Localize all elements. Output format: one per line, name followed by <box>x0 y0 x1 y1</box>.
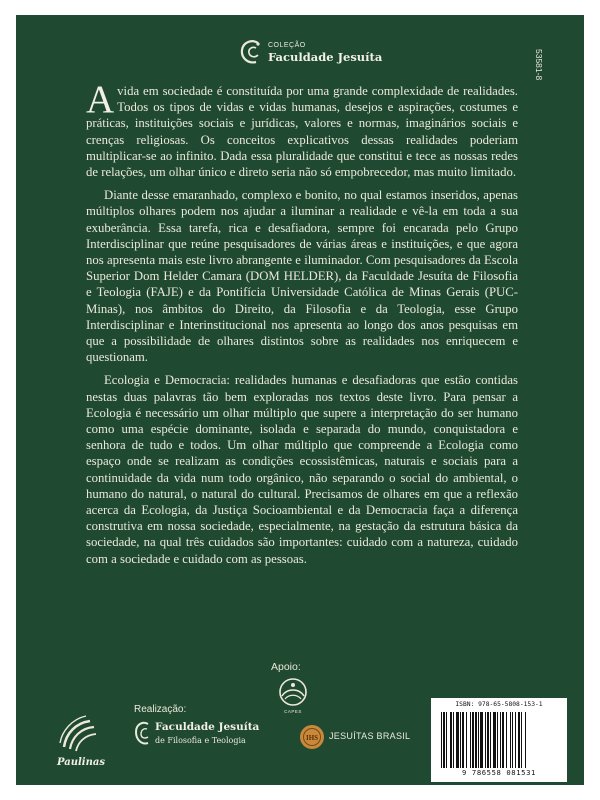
paragraph-1-text: vida em sociedade é constituída por uma grande complexidade de realidades. Todos os tipos de vidas e vidas humanas, desejos e aspirações, costumes e práticas, instituições sociais e jurídicas, valores e normas, imaginários sociais e crenças religiosas. Os conceitos explicativos dessas realidades poderiam multiplicar-se ao infinito. Dada essa pluralidade que constitui e tece as nossas redes de relações, um olhar único e direto seria não só empobrecedor, mas muito limitado. <box>86 84 518 180</box>
credits-label: Realização: <box>134 704 187 715</box>
series-logo <box>238 37 383 73</box>
paulinas-logo <box>54 713 108 773</box>
faje-name-line1: Faculdade Jesuíta <box>155 721 260 733</box>
capes-logo <box>273 676 313 720</box>
svg-text:IHS: IHS <box>305 734 319 742</box>
faje-logo <box>133 719 293 755</box>
paulinas-name: Paulinas <box>57 757 105 768</box>
barcode-panel <box>431 698 567 782</box>
paragraph-3: Ecologia e Democracia: realidades humanas e desafiadoras que estão contidas nestas duas palavras tão bem exploradas nos textos deste livro. Para pensar a Ecologia é necessário um olhar múltiplo que supere a interpretação do ser humano como uma espécie dominante, isolada e separada do mundo, conquistadora e senhora de tudo e todos. Um olhar múltiplo que compreende a Ecologia como espaço onde se realizam as condições ecossistêmicas, naturais e sociais para a continuidade da vida num todo orgânico, não separando o social do ambiental, o humano do natural, o natural do cultural. Precisamos de olhares em que a reflexão acerca da Ecologia, da Justiça Socioambiental e da Democracia faça a diferença construtiva em nossa sociedade, especialmente, na gestação da estrutura básica da sociedade, na qual três cuidados são importantes: cuidado com a natureza, cuidado com a sociedade e cuidado com as pessoas. <box>86 373 518 566</box>
faje-emblem-icon <box>133 719 153 749</box>
drop-cap: A <box>86 78 115 121</box>
isbn-text: ISBN: 978-65-5808-153-1 <box>455 701 543 708</box>
capes-emblem-icon <box>273 676 313 710</box>
spine-code: 53581-8 <box>534 49 544 81</box>
faje-name-line2: de Filosofia e Teologia <box>155 736 246 745</box>
series-kicker: COLEÇÃO <box>268 42 306 49</box>
synopsis <box>86 78 518 574</box>
capes-name: CAPES <box>284 709 302 714</box>
paragraph-2: Diante desse emaranhado, complexo e bonito, no qual estamos inseridos, apenas múltiplos olhares podem nos ajudar a iluminar a realidade e vê-la em toda a sua exuberância. Essa tarefa, rica e desafiadora, sempre foi encarada pelo Grupo Interdisciplinar que reúne pesquisadores de várias áreas e instituições, e que agora nos apresenta mais este livro abrangente e iluminador. Com pesquisadores da Escola Superior Dom Helder Camara (DOM HELDER), da Faculdade Jesuíta de Filosofia e Teologia (FAJE) e da Pontifícia Universidade Católica de Minas Gerais (PUC-Minas), nos âmbitos do Direito, da Filosofia e da Teologia, esse Grupo Interdisciplinar e Interinstitucional nos apresenta ao longo dos anos pesquisas em que a possibilidade de olhares distintos sobre as realidades nos enriquecem e questionam. <box>86 188 518 365</box>
jesuitas-brasil-name: JESUÍTAS BRASIL <box>329 731 411 741</box>
ihs-seal-icon <box>299 724 325 750</box>
jesuitas-brasil-logo <box>299 723 429 751</box>
series-name: Faculdade Jesuíta <box>268 50 383 64</box>
back-cover <box>16 15 584 785</box>
paragraph-1 <box>86 78 518 180</box>
barcode-icon <box>441 712 557 768</box>
series-emblem-icon <box>238 37 264 67</box>
paulinas-emblem-icon <box>54 713 108 757</box>
support-label: Apoio: <box>271 661 301 673</box>
barcode-digits: 9 786558 081531 <box>462 768 536 777</box>
